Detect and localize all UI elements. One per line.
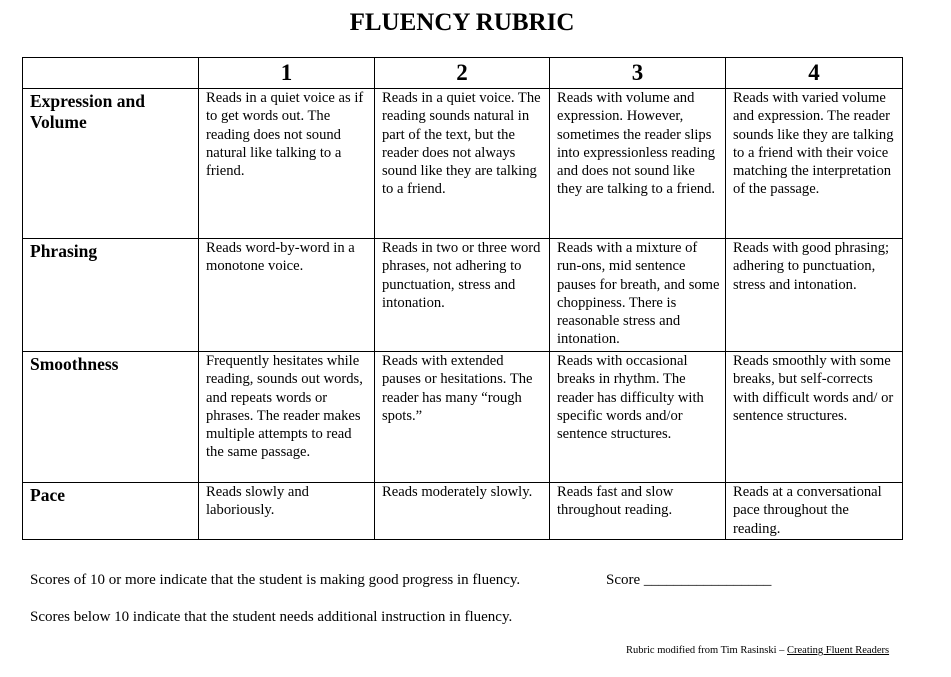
rubric-cell: Reads with varied volume and expression. The reader sounds like they are talking to a friend with their voice matching the interpretation of the passage.	[726, 89, 903, 239]
table-row	[23, 239, 903, 352]
rubric-cell: Reads moderately slowly.	[375, 483, 550, 540]
table-row	[23, 352, 903, 483]
rubric-cell: Reads in a quiet voice. The reading sounds natural in part of the text, but the reader does not always sound like they are talking to a friend.	[375, 89, 550, 239]
fluency-rubric-table	[22, 57, 903, 540]
rubric-cell: Reads with a mixture of run-ons, mid sentence pauses for breath, and some choppiness. There is reasonable stress and intonation.	[550, 239, 726, 352]
table-row	[23, 483, 903, 540]
table-row	[23, 89, 903, 239]
criterion-label: Pace	[23, 483, 199, 540]
level-3-header: 3	[550, 58, 726, 89]
credit-prefix: Rubric modified from Tim Rasinski –	[626, 645, 788, 656]
good-progress-note: Scores of 10 or more indicate that the student is making good progress in fluency.	[30, 572, 521, 588]
rubric-cell: Reads fast and slow throughout reading.	[550, 483, 726, 540]
score-line: Score _________________	[606, 572, 772, 588]
criterion-label: Expression and Volume	[23, 89, 199, 239]
level-4-header: 4	[726, 58, 903, 89]
book-title: Creating Fluent Readers	[787, 645, 890, 656]
header-row	[23, 58, 903, 89]
rubric-cell: Reads with good phrasing; adhering to punctuation, stress and intonation.	[726, 239, 903, 352]
rubric-cell: Reads with volume and expression. However, sometimes the reader slips into expressionless reading and does not sound like they are talking to a friend.	[550, 89, 726, 239]
rubric-cell: Reads slowly and laboriously.	[199, 483, 375, 540]
needs-instruction-note: Scores below 10 indicate that the student needs additional instruction in fluency.	[30, 609, 513, 625]
corner-cell	[23, 58, 199, 89]
source-credit	[626, 644, 889, 657]
page-title: FLUENCY RUBRIC	[349, 9, 575, 36]
rubric-cell: Reads word-by-word in a monotone voice.	[199, 239, 375, 352]
level-2-header: 2	[375, 58, 550, 89]
rubric-cell: Frequently hesitates while reading, sounds out words, and repeats words or phrases. The reader makes multiple attempts to read the same passage.	[199, 352, 375, 483]
rubric-cell: Reads at a conversational pace throughout the reading.	[726, 483, 903, 540]
rubric-cell: Reads smoothly with some breaks, but self-corrects with difficult words and/ or sentence structures.	[726, 352, 903, 483]
rubric-cell: Reads in a quiet voice as if to get words out. The reading does not sound natural like talking to a friend.	[199, 89, 375, 239]
rubric-cell: Reads in two or three word phrases, not adhering to punctuation, stress and intonation.	[375, 239, 550, 352]
criterion-label: Phrasing	[23, 239, 199, 352]
rubric-cell: Reads with extended pauses or hesitations. The reader has many “rough spots.”	[375, 352, 550, 483]
rubric-cell: Reads with occasional breaks in rhythm. The reader has difficulty with specific words and/or sentence structures.	[550, 352, 726, 483]
level-1-header: 1	[199, 58, 375, 89]
criterion-label: Smoothness	[23, 352, 199, 483]
